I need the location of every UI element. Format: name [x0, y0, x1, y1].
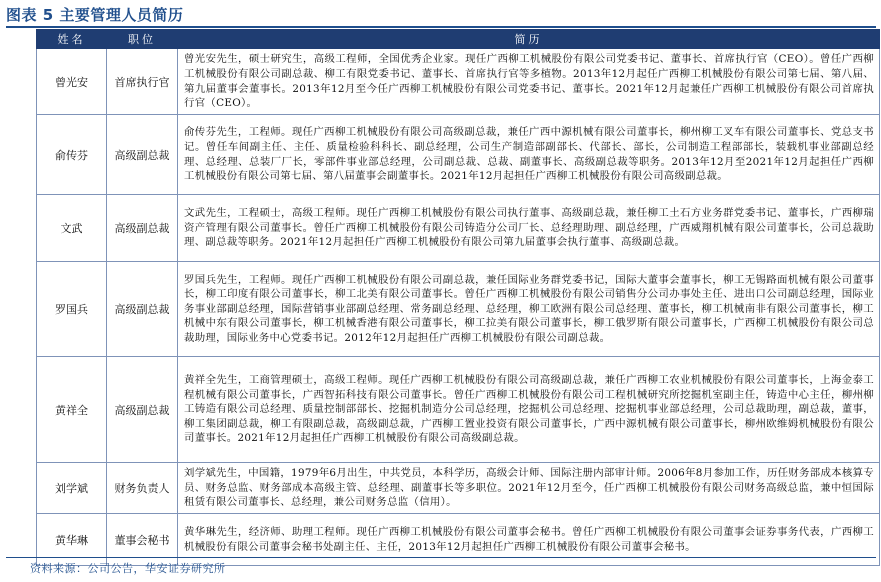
- table-row: [37, 262, 880, 357]
- person-bio: 罗国兵先生，工程师。现任广西柳工机械股份有限公司副总裁，兼任国际业务群党委书记，国际大董事会董事长，柳工无锡路面机械有限公司董事长，柳工印度有限公司董事长，柳工北美有限公司董事长。曾任广西柳工机械股份有限公司销售分公司办事处主任、进出口公司副总经理，国际业务事业部副总经理，国际营销事业部副总经理、常务副总经理、总经理，柳工欧洲有限公司总经理、董事长，柳工机械南非有限公司董事长，柳工机械中东有限公司董事长，柳工机械香港有限公司董事长，柳工拉美有限公司董事长，柳工俄罗斯有限公司董事长，广西柳工机械股份有限公司总裁助理，国际业务中心党委书记。2012年12月起担任广西柳工机械股份有限公司副总裁。: [178, 262, 880, 357]
- person-position: 高级副总裁: [107, 357, 178, 463]
- person-bio: 曾光安先生，硕士研究生，高级工程师，全国优秀企业家。现任广西柳工机械股份有限公司党委书记、董事长、首席执行官（CEO）。曾任广西柳工机械股份有限公司副总裁、柳工有限党委书记、董事长、首席执行官等多植物。2013年12月起任广西柳工机械股份有限公司第七届、第八届、第九届董事会董事长。2013年12月至今任广西柳工机械股份有限公司党委书记、董事长。2021年12月起兼任广西柳工机械股份有限公司首席执行官（CEO）。: [178, 49, 880, 115]
- person-position: 高级副总裁: [107, 195, 178, 262]
- table-row: [37, 195, 880, 262]
- table-row: [37, 49, 880, 115]
- table-header-row: [37, 30, 880, 49]
- person-bio: 俞传芬先生，工程师。现任广西柳工机械股份有限公司高级副总裁，兼任广西中源机械有限公司董事长，柳州柳工叉车有限公司董事长、党总支书记。曾任车间副主任、主任、质量检验科科长、副总经理，公司生产制造部副部长、代部长、部长，公司制造工程部部长，装载机事业部副总经理、总经理、总装厂厂长，零部件事业部总经理，公司副总裁、总裁、副董事长、高级副总裁等职务。2013年12月至2021年12月起担任广西柳工机械股份有限公司第七届、第八届董事会副董事长。2021年12月起担任广西柳工机械股份有限公司高级副总裁。: [178, 115, 880, 195]
- figure-title: 图表 5 主要管理人员简历: [6, 6, 184, 24]
- person-position: 高级副总裁: [107, 115, 178, 195]
- person-bio: 文武先生，工程硕士，高级工程师。现任广西柳工机械股份有限公司执行董事、高级副总裁，兼任柳工土石方业务群党委书记、董事长，广西柳瑞资产管理有限公司董事长。曾任广西柳工机械股份有限公司铸造分公司厂长、总经理助理、副总经理，广西威翔机械有限公司董事长，公司总裁助理、副总裁等职务。2021年12月起担任广西柳工机械股份有限公司第九届董事会执行董事、高级副总裁。: [178, 195, 880, 262]
- person-position: 财务负责人: [107, 463, 178, 514]
- person-position: 董事会秘书: [107, 514, 178, 566]
- person-name: 黄祥全: [37, 357, 107, 463]
- table-row: [37, 463, 880, 514]
- management-table: [36, 29, 880, 566]
- header-name: 姓名: [37, 30, 107, 49]
- source-note: 资料来源：公司公告，华安证券研究所: [30, 562, 226, 575]
- person-bio: 刘学斌先生，中国籍，1979年6月出生，中共党员，本科学历，高级会计师、国际注册内部审计师。2006年8月参加工作，历任财务部成本核算专员、财务总监、财务部成本高级主管、总经理、副董事长等多职位。2021年12月至今，任广西柳工机械股份有限公司财务高级总监，兼中恒国际租赁有限公司董事长、总经理，兼公司财务总监（信用）。: [178, 463, 880, 514]
- person-name: 曾光安: [37, 49, 107, 115]
- title-rule: [6, 26, 876, 28]
- person-position: 高级副总裁: [107, 262, 178, 357]
- table-row: [37, 357, 880, 463]
- person-name: 黄华琳: [37, 514, 107, 566]
- header-bio: 简历: [178, 30, 880, 49]
- person-bio: 黄华琳先生，经济师、助理工程师。现任广西柳工机械股份有限公司董事会秘书。曾任广西柳工机械股份有限公司董事会证券事务代表，广西柳工机械股份有限公司董事会秘书处副主任、主任，2013年12月起担任广西柳工机械股份有限公司董事会秘书。: [178, 514, 880, 566]
- person-position: 首席执行官: [107, 49, 178, 115]
- person-bio: 黄祥全先生，工商管理硕士，高级工程师。现任广西柳工机械股份有限公司高级副总裁，兼任广西柳工农业机械股份有限公司董事长，上海金泰工程机械有限公司董事长，广西智拓科技有限公司董事长。曾任广西柳工机械股份有限公司工程机械研究所挖掘机室副主任，铸造中心主任，柳州柳工铸造有限公司总经理、质量控制部部长、挖掘机制造分公司总经理，挖掘机公司总经理、挖掘机事业部总经理，公司总裁助理，副总裁，董事，柳工集团副总裁，柳工有限副总裁，高级副总裁，广西柳工置业投资有限公司董事长，广西中源机械有限公司董事长，柳州欧维姆机械股份有限公司董事长。2021年12月起担任广西柳工机械股份有限公司高级副总裁。: [178, 357, 880, 463]
- footer-rule: [6, 557, 876, 558]
- table-row: [37, 115, 880, 195]
- person-name: 文武: [37, 195, 107, 262]
- person-name: 刘学斌: [37, 463, 107, 514]
- person-name: 俞传芬: [37, 115, 107, 195]
- person-name: 罗国兵: [37, 262, 107, 357]
- header-position: 职位: [107, 30, 178, 49]
